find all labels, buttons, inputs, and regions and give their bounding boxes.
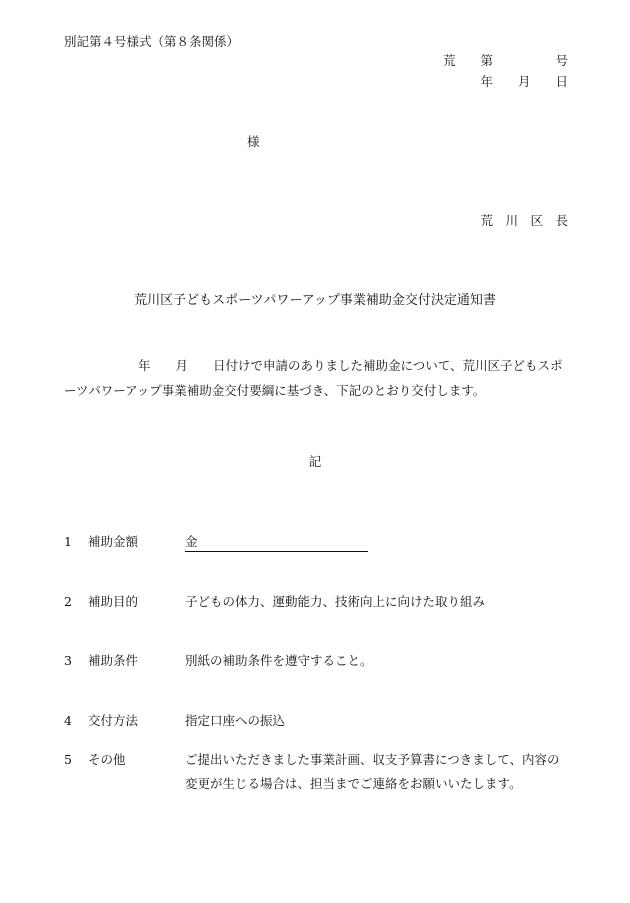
item-label: 補助条件 bbox=[88, 653, 139, 668]
item-conditions bbox=[64, 655, 373, 668]
addressee: 様 bbox=[247, 134, 260, 149]
item-number: 4 bbox=[64, 713, 72, 728]
amount-field: 金 bbox=[185, 536, 368, 552]
reference-number: 荒 第 号 bbox=[442, 53, 568, 68]
item-purpose bbox=[64, 596, 485, 609]
item-number: 5 bbox=[64, 752, 72, 767]
form-label: 別記第４号様式（第８条関係） bbox=[64, 34, 240, 49]
item-label: 補助目的 bbox=[88, 594, 139, 609]
item-amount bbox=[64, 536, 368, 552]
item-label: 交付方法 bbox=[88, 713, 139, 728]
issue-date: 年 月 日 bbox=[480, 74, 568, 89]
body-text: 年 月 日付けで申請のありました補助金について、荒川区子どもスポーツパワーアップ事業補助金交付要綱に基づき、下記のとおり交付します。 bbox=[64, 358, 563, 398]
item-value: 指定口座への振込 bbox=[185, 713, 286, 728]
item-label: その他 bbox=[88, 752, 126, 767]
item-value: ご提出いただきました事業計画、収支予算書につきまして、内容の変更が生じる場合は、担当までご連絡をお願いいたします。 bbox=[185, 752, 560, 791]
item-value: 子どもの体力、運動能力、技術向上に向けた取り組み bbox=[185, 594, 486, 609]
body-paragraph bbox=[64, 353, 569, 403]
issuer: 荒 川 区 長 bbox=[480, 213, 568, 228]
item-value: 別紙の補助条件を遵守すること。 bbox=[185, 653, 373, 668]
item-number: 1 bbox=[64, 534, 72, 549]
item-other bbox=[64, 754, 565, 796]
item-number: 2 bbox=[64, 594, 72, 609]
item-method bbox=[64, 715, 285, 728]
item-label: 補助金額 bbox=[88, 534, 139, 549]
document-title: 荒川区子どもスポーツパワーアップ事業補助金交付決定通知書 bbox=[134, 293, 496, 308]
item-number: 3 bbox=[64, 653, 72, 668]
ki-heading: 記 bbox=[308, 454, 322, 469]
